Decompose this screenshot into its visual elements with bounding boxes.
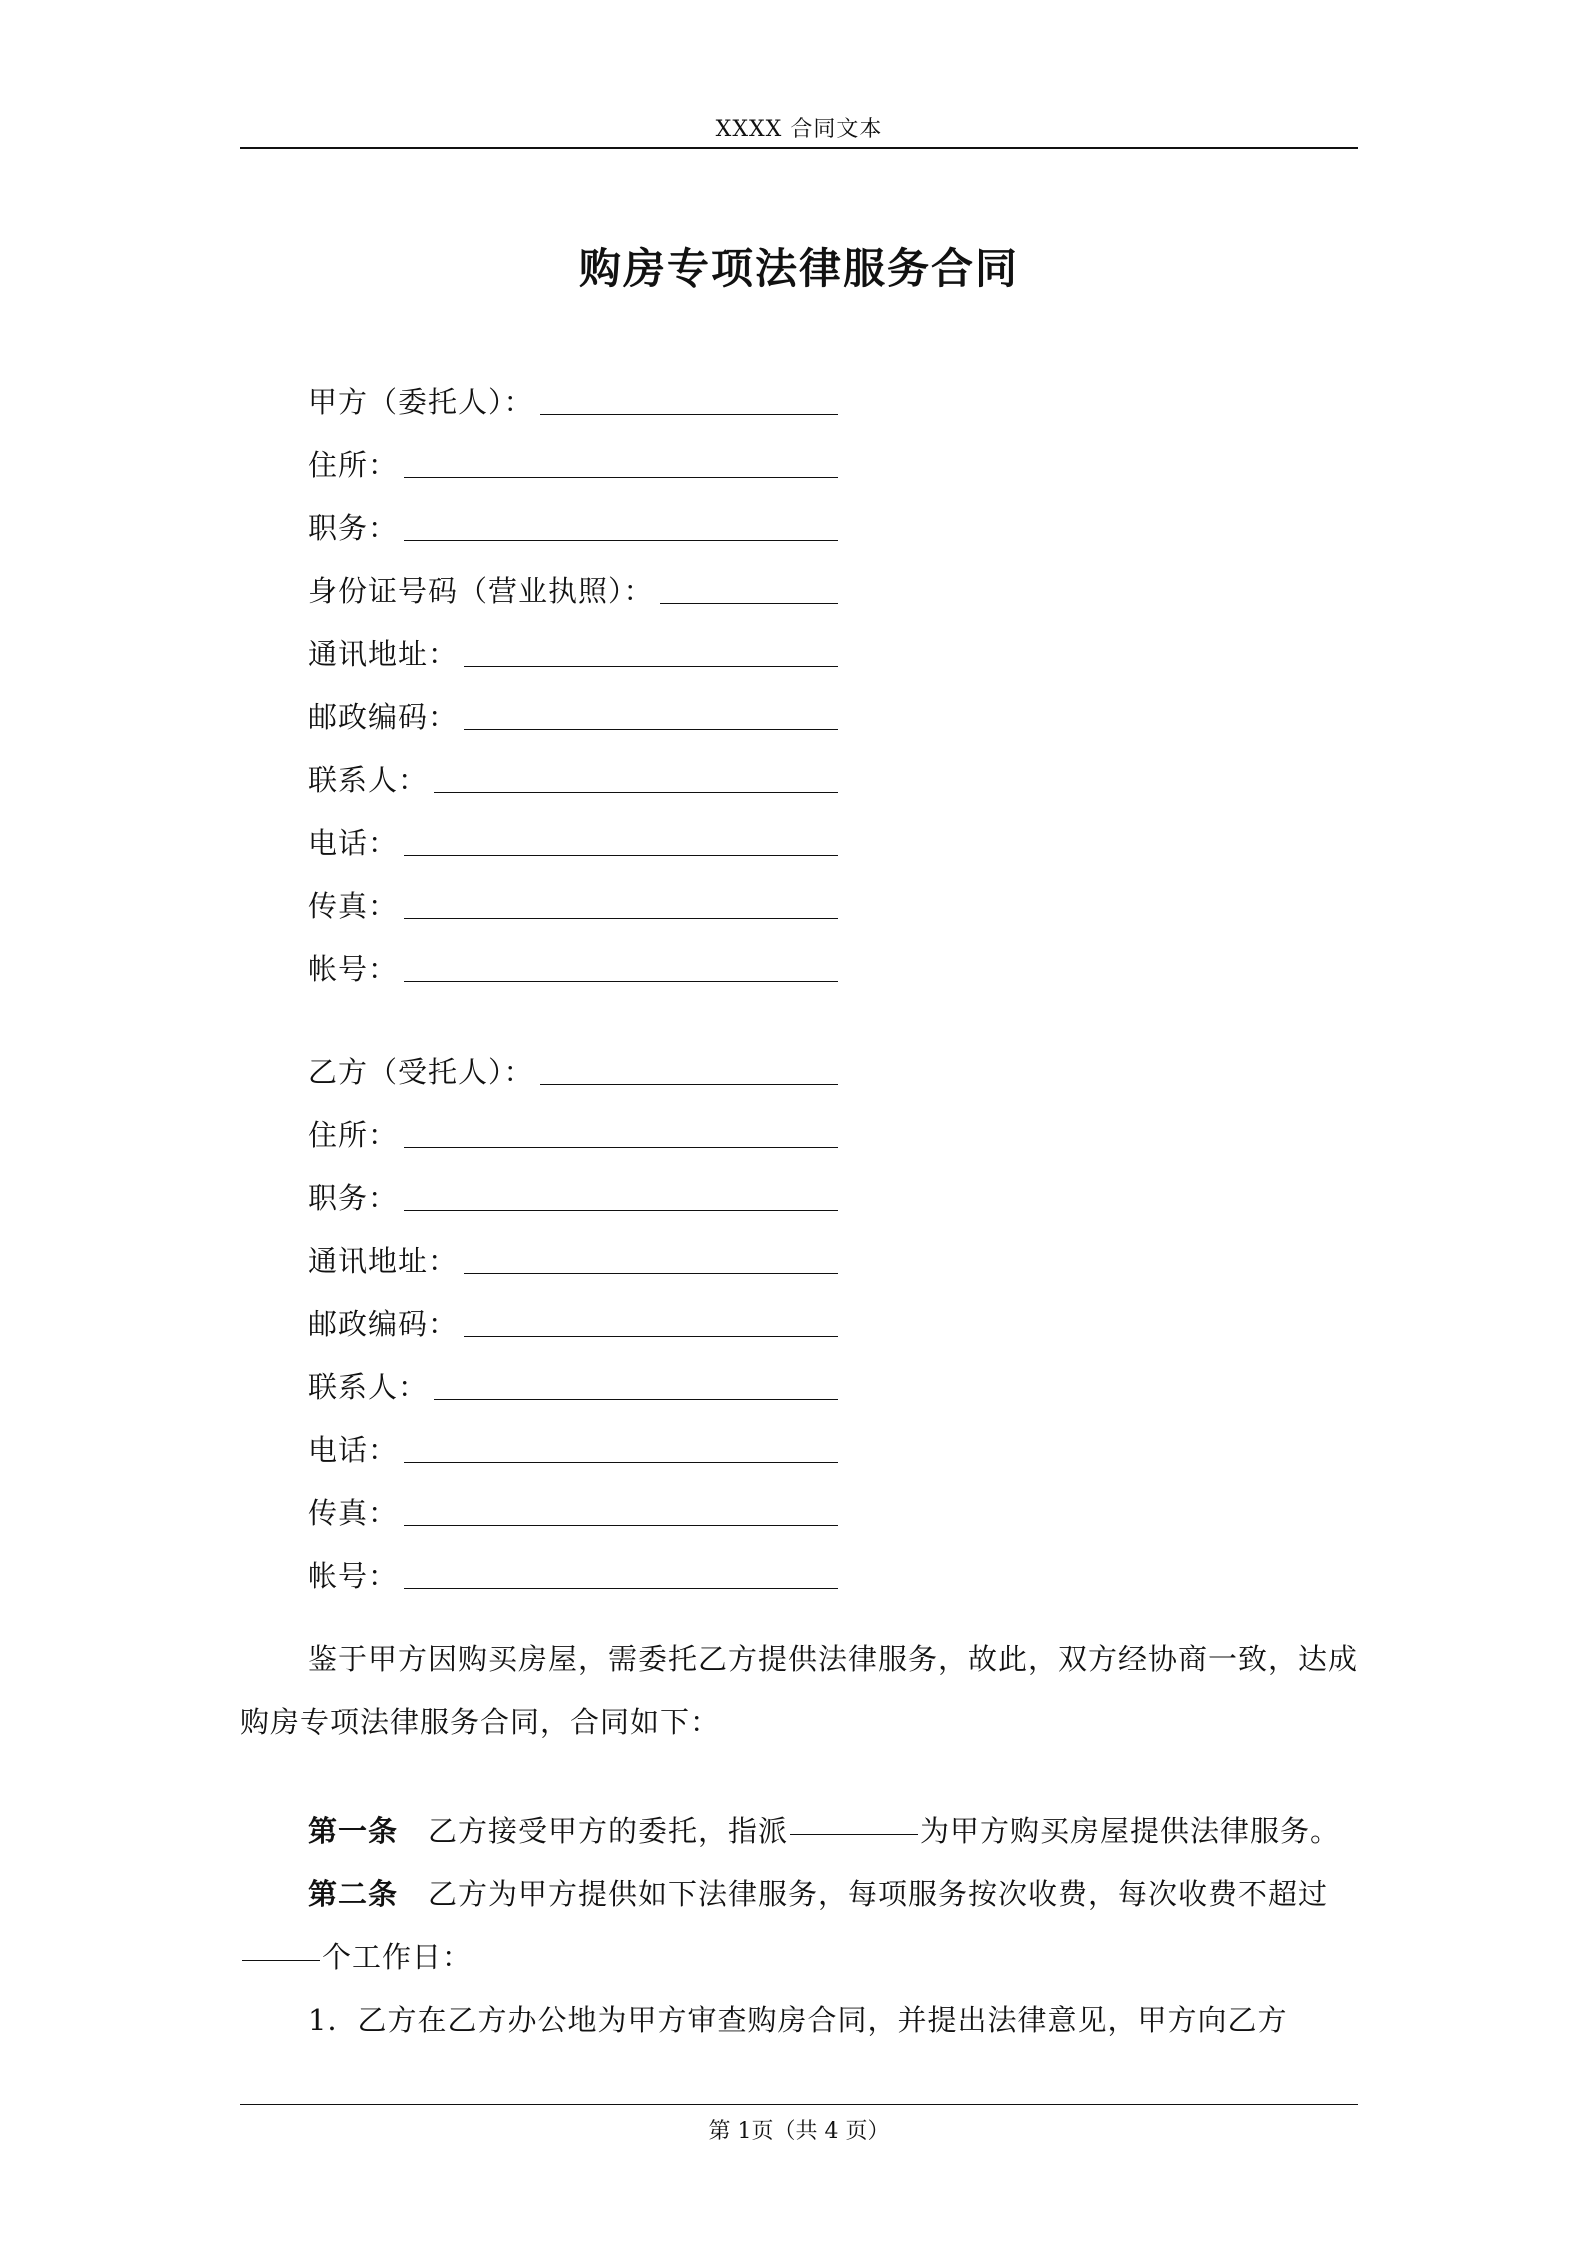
field-row <box>308 1532 838 1595</box>
fill-in-line[interactable] <box>464 1336 838 1337</box>
field-label: 传真： <box>308 1496 399 1530</box>
field-label: 乙方（受托人）： <box>308 1055 534 1089</box>
field-label: 传真： <box>308 889 399 923</box>
item-1 <box>240 1989 1358 2052</box>
articles-section <box>240 1800 1358 2052</box>
fill-in-line[interactable] <box>464 666 838 667</box>
field-row <box>308 799 838 862</box>
fill-in-line[interactable] <box>464 729 838 730</box>
field-row <box>308 1280 838 1343</box>
fill-in-line[interactable] <box>404 855 838 856</box>
article-2-text-after: 个工作日： <box>322 1940 473 1974</box>
workdays-blank[interactable] <box>242 1960 320 1961</box>
article-2 <box>240 1863 1358 1989</box>
field-label: 通讯地址： <box>308 1244 459 1278</box>
field-row <box>308 484 838 547</box>
field-label: 邮政编码： <box>308 1307 459 1341</box>
field-label: 帐号： <box>308 1559 399 1593</box>
fill-in-line[interactable] <box>404 1147 838 1148</box>
field-row <box>308 862 838 925</box>
page-header: XXXX 合同文本 <box>715 117 883 142</box>
header-divider <box>240 147 1358 149</box>
article-2-text-before: 乙方为甲方提供如下法律服务，每项服务按次收费，每次收费不超过 <box>428 1877 1329 1911</box>
field-label: 联系人： <box>308 763 429 797</box>
field-label: 职务： <box>308 511 399 545</box>
fill-in-line[interactable] <box>434 792 838 793</box>
fill-in-line[interactable] <box>404 918 838 919</box>
appointee-blank[interactable] <box>790 1834 918 1835</box>
field-row <box>308 1343 838 1406</box>
field-row <box>308 1469 838 1532</box>
field-row <box>308 421 838 484</box>
field-row <box>308 673 838 736</box>
field-row <box>308 1091 838 1154</box>
party-b-fields <box>308 1028 838 1595</box>
fill-in-line[interactable] <box>540 414 838 415</box>
document-title: 购房专项法律服务合同 <box>578 244 1019 293</box>
field-row <box>308 736 838 799</box>
article-1-text-before: 乙方接受甲方的委托，指派 <box>428 1814 789 1848</box>
fill-in-line[interactable] <box>404 1588 838 1589</box>
field-label: 邮政编码： <box>308 700 459 734</box>
field-label: 身份证号码（营业执照）： <box>308 574 654 608</box>
fill-in-line[interactable] <box>404 540 838 541</box>
article-1-label: 第一条 <box>308 1814 399 1848</box>
page-footer: 第 1页（共 4 页） <box>708 2119 890 2144</box>
fill-in-line[interactable] <box>404 1525 838 1526</box>
field-row <box>308 358 838 421</box>
fill-in-line[interactable] <box>540 1084 838 1085</box>
field-row <box>308 1217 838 1280</box>
party-a-fields <box>308 358 838 988</box>
fill-in-line[interactable] <box>660 603 838 604</box>
field-row <box>308 925 838 988</box>
preamble-text: 鉴于甲方因购买房屋，需委托乙方提供法律服务，故此，双方经协商一致，达成购房专项法律服务合同，合同如下： <box>240 1642 1359 1739</box>
field-label: 通讯地址： <box>308 637 459 671</box>
fill-in-line[interactable] <box>404 981 838 982</box>
fill-in-line[interactable] <box>404 477 838 478</box>
field-row <box>308 1406 838 1469</box>
field-row <box>308 1154 838 1217</box>
field-row <box>308 1028 838 1091</box>
field-label: 职务： <box>308 1181 399 1215</box>
field-row <box>308 547 838 610</box>
article-2-label: 第二条 <box>308 1877 399 1911</box>
field-label: 住所： <box>308 448 399 482</box>
footer-divider <box>240 2104 1358 2105</box>
fill-in-line[interactable] <box>464 1273 838 1274</box>
fill-in-line[interactable] <box>404 1462 838 1463</box>
item-1-text: 1．乙方在乙方办公地为甲方审查购房合同，并提出法律意见，甲方向乙方 <box>308 2003 1288 2037</box>
preamble-paragraph <box>240 1628 1358 1754</box>
field-label: 电话： <box>308 826 399 860</box>
field-label: 联系人： <box>308 1370 429 1404</box>
field-row <box>308 610 838 673</box>
field-label: 甲方（委托人）： <box>308 385 534 419</box>
article-1 <box>240 1800 1358 1863</box>
fill-in-line[interactable] <box>434 1399 838 1400</box>
field-label: 电话： <box>308 1433 399 1467</box>
field-label: 住所： <box>308 1118 399 1152</box>
article-1-text-after: 为甲方购买房屋提供法律服务。 <box>920 1814 1341 1848</box>
field-label: 帐号： <box>308 952 399 986</box>
fill-in-line[interactable] <box>404 1210 838 1211</box>
